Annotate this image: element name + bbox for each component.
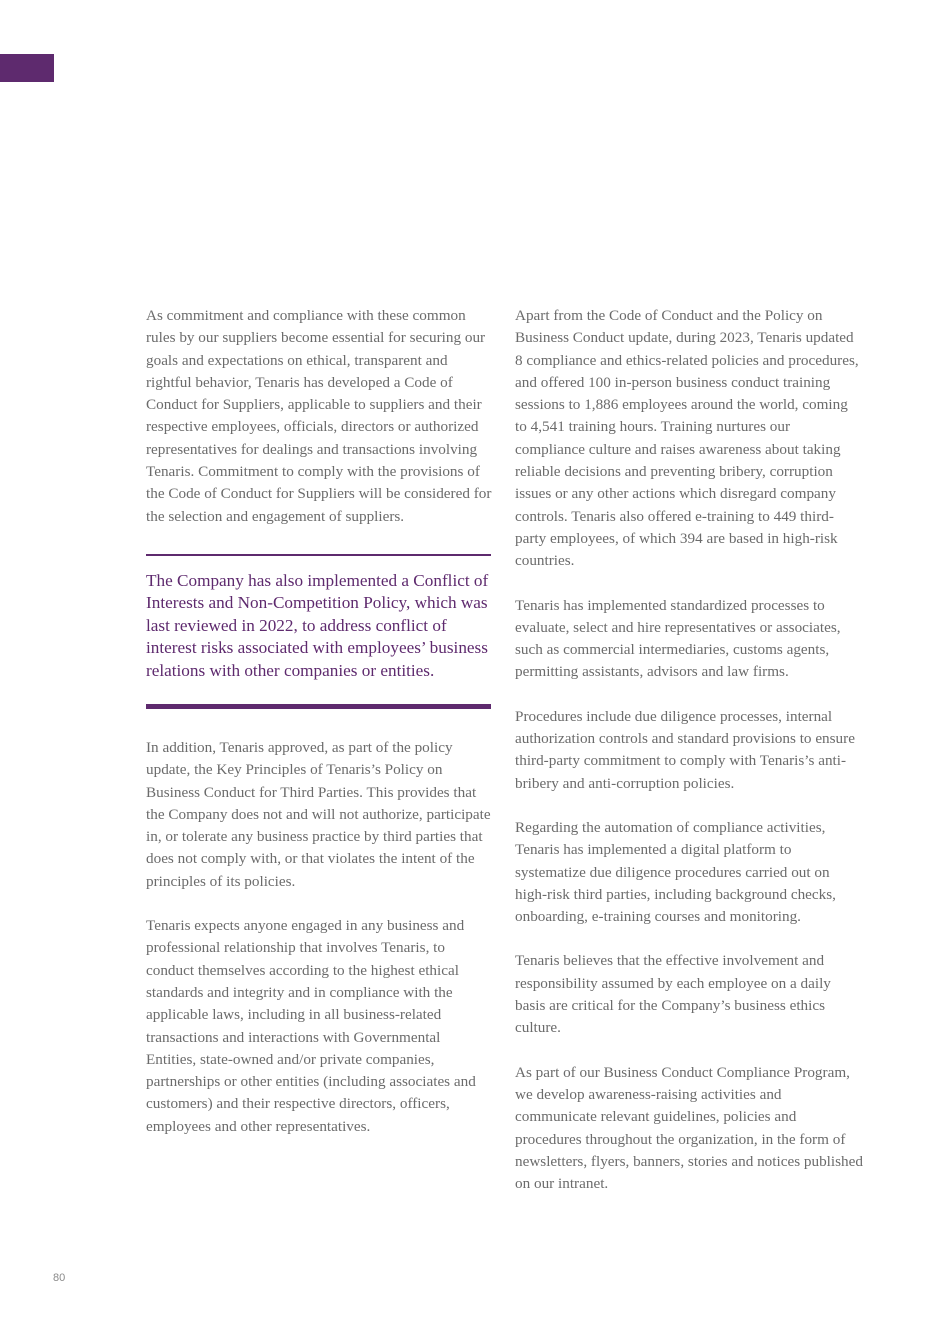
highlight-callout (146, 554, 491, 709)
ethical-standards-paragraph: Tenaris expects anyone engaged in any business and professional relationship that involves Tenaris, to conduct themselves according to the highest ethical standards and integrity and in compliance with the applicable laws, including in all business-related transactions and interactions with Governmental Entities, state-owned and/or private companies, partnerships or other entities (including associates and customers) and their respective directors, officers, employees and other representatives. (146, 917, 476, 1135)
page-number: 80 (53, 1272, 66, 1284)
third-parties-principles-paragraph: In addition, Tenaris approved, as part of the policy update, the Key Principles of Tenaris’s Policy on Business Conduct for Third Parties. This provides that the Company does not and will not authorize, participate in, or tolerate any business practice by third parties that does not comply with, or that violates the intent of the principles of its policies. (146, 739, 491, 890)
employee-involvement-paragraph: Tenaris believes that the effective involvement and responsibility assumed by each employee on a daily basis are critical for the Company’s business ethics culture. (515, 952, 831, 1037)
standardized-processes-paragraph: Tenaris has implemented standardized processes to evaluate, select and hire representatives or associates, such as commercial intermediaries, customs agents, permitting assistants, advisors and law firms. (515, 596, 841, 681)
section-accent-tab (0, 54, 54, 82)
digital-platform-paragraph: Regarding the automation of compliance activities, Tenaris has implemented a digital platform to systematize due diligence procedures carried out on high-risk third parties, including background checks, onboarding, e-training courses and monitoring. (515, 818, 836, 926)
right-column (515, 305, 863, 1217)
awareness-program-paragraph: As part of our Business Conduct Compliance Program, we develop awareness-raising activities and communicate relevant guidelines, policies and procedures throughout the organization, in the form of newsletters, flyers, banners, stories and notices published on our intranet. (515, 1063, 863, 1193)
conflict-of-interest-quote: The Company has also implemented a Conflict of Interests and Non-Competition Policy, which was last reviewed in 2022, to address conflict of interest risks associated with employees’ business relations with other companies or entities. (146, 570, 489, 680)
due-diligence-paragraph: Procedures include due diligence processes, internal authorization controls and standard provisions to ensure third-party commitment to comply with Tenaris’s anti-bribery and anti-corruption policies. (515, 707, 855, 792)
training-paragraph: Apart from the Code of Conduct and the Policy on Business Conduct update, during 2023, Tenaris updated 8 compliance and ethics-related policies and procedures, and offered 100 in-person business conduct training sessions to 1,886 employees around the world, coming to 4,541 training hours. Training nurtures our compliance culture and raises awareness about taking reliable decisions and preventing bribery, corruption issues or any other actions which disregard company controls. Tenaris also offered e-training to 449 third-party employees, of which 394 are based in high-risk countries. (515, 307, 859, 570)
supplier-code-paragraph: As commitment and compliance with these common rules by our suppliers become essential for securing our goals and expectations on ethical, transparent and rightful behavior, Tenaris has developed a Code of Conduct for Suppliers, applicable to suppliers and their respective employees, officials, directors or authorized representatives for dealings and transactions involving Tenaris. Commitment to comply with the provisions of the Code of Conduct for Suppliers will be considered for the selection and engagement of suppliers. (146, 307, 492, 525)
left-column (146, 305, 494, 1160)
